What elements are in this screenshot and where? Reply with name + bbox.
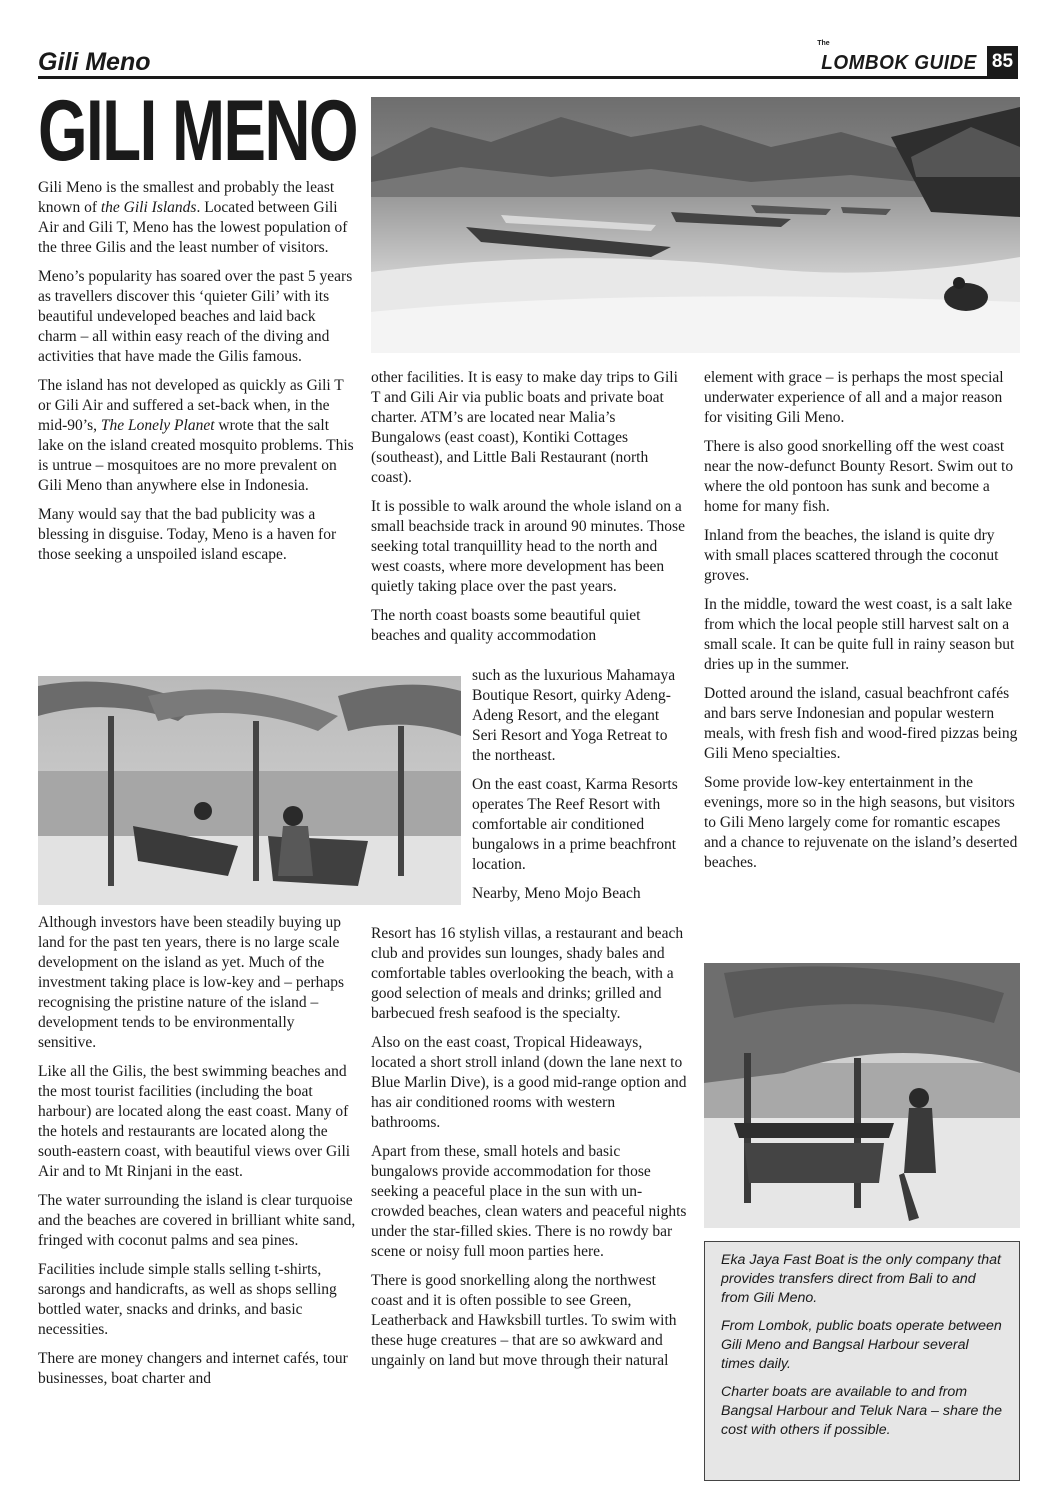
paragraph: There is good snorkelling along the northwest coast and it is often possible to see Green, Leatherback and Hawksbill turtles. To swim with these huge creatures – that are so awkward and ungainly on land but move through their natural bbox=[371, 1272, 677, 1369]
paragraph: The island has not developed as quickly as Gili T or Gili Air and suffered a set-back when, in the mid-90’s, The Lonely Planet wrote that the salt lake on the island created mosquito problems. This is untrue – mosquitoes are no more prevalent on Gili Meno than anywhere else in Indonesia. bbox=[38, 377, 354, 494]
column-1-top bbox=[38, 178, 356, 574]
paragraph: Apart from these, small hotels and basic bungalows provide accommodation for those seeking a peaceful place in the sun with un-crowded beaches, clean waters and peaceful nights under the star-filled skies. There is no rowdy bar scene or noisy full moon parties here. bbox=[371, 1143, 687, 1260]
paragraph: Resort has 16 stylish villas, a restaurant and beach club and provides sun lounges, shady bales and comfortable tables overlooking the beach, with a good selection of meals and drinks; grilled and barbecued fresh seafood is the specialty. bbox=[371, 925, 684, 1022]
paragraph: There is also good snorkelling off the west coast near the now-defunct Bounty Resort. Swim out to where the old pontoon has sunk and become a home for many fish. bbox=[704, 438, 1014, 515]
paragraph: There are money changers and internet cafés, tour businesses, boat charter and bbox=[38, 1350, 348, 1387]
column-2-wrapped bbox=[472, 666, 687, 913]
paragraph: Meno’s popularity has soared over the past 5 years as travellers discover this ‘quieter Gili’ with its beautiful undeveloped beaches and laid back charm – all within easy reach of the diving and activities that have made the Gilis famous. bbox=[38, 268, 353, 365]
paragraph: Nearby, Meno Mojo Beach bbox=[472, 885, 641, 902]
paragraph: Inland from the beaches, the island is quite dry with small places scattered through the coconut groves. bbox=[704, 527, 999, 584]
beach-umbrellas-photo bbox=[38, 676, 461, 905]
paragraph: The water surrounding the island is clear turquoise and the beaches are covered in brilliant white sand, fringed with coconut palms and sea pines. bbox=[38, 1192, 356, 1249]
info-charter-boats: Charter boats are available to and from Bangsal Harbour and Teluk Nara – share the cost with others if possible. bbox=[721, 1384, 1003, 1438]
paragraph: It is possible to walk around the whole island on a small beachside track in around 90 minutes. Those seeking total tranquillity head to the north and west coasts, where more development has been quietly taking place over the past years. bbox=[371, 498, 685, 595]
paragraph: Some provide low-key entertainment in the evenings, more so in the high seasons, but visitors to Gili Meno largely come for romantic escapes and a chance to rejuvenate on the island’s deserted beaches. bbox=[704, 774, 1018, 871]
publication-brand bbox=[817, 40, 1018, 77]
column-2-bottom bbox=[371, 924, 687, 1380]
paragraph: such as the luxurious Mahamaya Boutique Resort, quirky Adeng-Adeng Resort, and the elegant Seri Resort and Yoga Retreat to the northeast. bbox=[472, 667, 676, 764]
paragraph: Although investors have been steadily buying up land for the past ten years, there is no large scale development on the island as yet. Much of the investment taking place is low-key and – perhaps recognising the pristine nature of the island – development tends to be environmentally sensitive. bbox=[38, 914, 345, 1051]
brand-logo-text: LOMBOK GUIDE bbox=[821, 52, 978, 74]
paragraph: Many would say that the bad publicity was a blessing in disguise. Today, Meno is a haven for those seeking a unspoiled island escape. bbox=[38, 506, 337, 563]
info-fast-boat: Eka Jaya Fast Boat is the only company that provides transfers direct from Bali to and from Gili Meno. bbox=[721, 1252, 1001, 1306]
paragraph: other facilities. It is easy to make day trips to Gili T and Gili Air via public boats and private boat charter. ATM’s are located near Malia’s Bungalows (east coast), Kontiki Cottages (southeast), and Little Bali Restaurant (north coast). bbox=[371, 369, 678, 486]
beach-boats-photo bbox=[371, 97, 1020, 353]
column-3 bbox=[704, 368, 1020, 882]
paragraph: Like all the Gilis, the best swimming beaches and the most tourist facilities (including the boat harbour) are located along the east coast. Many of the hotels and restaurants are located along the south-eastern coast, with beautiful views over Gili Air and to Mt Rinjani in the east. bbox=[38, 1063, 351, 1180]
column-1-bottom bbox=[38, 913, 356, 1398]
section-title: Gili Meno bbox=[38, 48, 151, 76]
article-title: GILI MENO bbox=[38, 83, 358, 179]
paragraph: element with grace – is perhaps the most special underwater experience of all and a major reason for visiting Gili Meno. bbox=[704, 369, 1004, 426]
paragraph: On the east coast, Karma Resorts operates The Reef Resort with comfortable air conditioned bungalows in a prime beachfront location. bbox=[472, 776, 678, 873]
paragraph: Also on the east coast, Tropical Hideaways, located a short stroll inland (down the lane next to Blue Marlin Dive), is a good mid-range option and has air conditioned rooms with western bathrooms. bbox=[371, 1034, 687, 1131]
paragraph: The north coast boasts some beautiful quiet beaches and quality accommodation bbox=[371, 607, 641, 644]
paragraph: In the middle, toward the west coast, is a salt lake from which the local people still harvest salt on a small scale. It can be quite full in rainy season but dries up in the summer. bbox=[704, 596, 1015, 673]
column-2-top bbox=[371, 368, 687, 655]
header-rule bbox=[38, 76, 1018, 79]
beach-hut-photo bbox=[704, 963, 1020, 1228]
info-public-boats: From Lombok, public boats operate between Gili Meno and Bangsal Harbour several times daily. bbox=[721, 1318, 1002, 1372]
transport-info-box bbox=[704, 1241, 1020, 1481]
page-number: 85 bbox=[987, 46, 1018, 77]
paragraph: Facilities include simple stalls selling t-shirts, sarongs and handicrafts, as well as shops selling bottled water, snacks and drinks, and basic necessities. bbox=[38, 1261, 337, 1338]
paragraph: Dotted around the island, casual beachfront cafés and bars serve Indonesian and popular western meals, with fresh fish and wood-fired pizzas being Gili Meno specialties. bbox=[704, 685, 1018, 762]
brand-the: The bbox=[817, 40, 830, 47]
paragraph: Gili Meno is the smallest and probably the least known of the Gili Islands. Located between Gili Air and Gili T, Meno has the lowest population of the three Gilis and the least number of visitors. bbox=[38, 179, 348, 256]
